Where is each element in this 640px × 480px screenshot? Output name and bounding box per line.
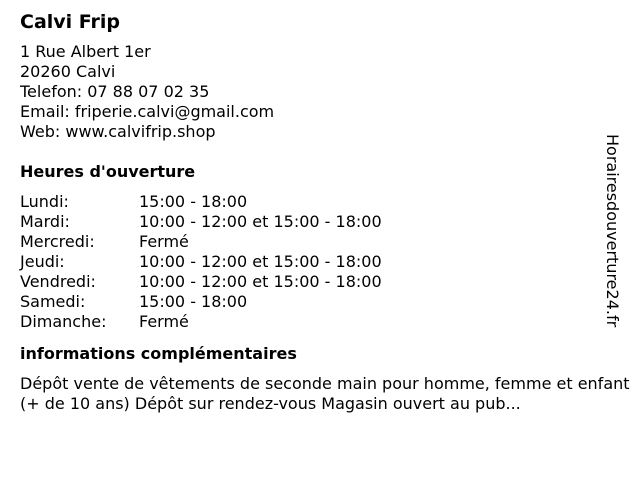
time-value: 10:00 - 12:00 et 15:00 - 18:00 (139, 212, 382, 231)
business-name: Calvi Frip (20, 11, 121, 33)
hours-row-wednesday (20, 232, 620, 252)
email-address: Email: friperie.calvi@gmail.com (20, 102, 275, 121)
phone-number: Telefon: 07 88 07 02 35 (20, 82, 210, 101)
day-label: Dimanche: (20, 312, 107, 331)
address-city: 20260 Calvi (20, 62, 116, 81)
day-label: Mardi: (20, 212, 70, 231)
hours-row-saturday (20, 292, 620, 312)
day-label: Lundi: (20, 192, 69, 211)
address-street: 1 Rue Albert 1er (20, 42, 151, 61)
day-label: Vendredi: (20, 272, 96, 291)
day-label: Samedi: (20, 292, 86, 311)
time-value: 15:00 - 18:00 (139, 292, 248, 311)
business-card (20, 10, 630, 414)
time-value: 15:00 - 18:00 (139, 192, 248, 211)
contact-block (20, 42, 620, 142)
day-label: Mercredi: (20, 232, 95, 251)
time-value: 10:00 - 12:00 et 15:00 - 18:00 (139, 252, 382, 271)
day-label: Jeudi: (20, 252, 65, 271)
opening-hours-heading: Heures d'ouverture (20, 162, 196, 181)
time-value: 10:00 - 12:00 et 15:00 - 18:00 (139, 272, 382, 291)
hours-row-monday (20, 192, 620, 212)
additional-info-heading: informations complémentaires (20, 344, 297, 363)
hours-row-thursday (20, 252, 620, 272)
time-value: Fermé (139, 232, 189, 251)
additional-info-text: Dépôt vente de vêtements de seconde main pour homme, femme et enfant (+ de 10 ans) Dépôt sur rendez-vous Magasin ouvert au pub... (20, 374, 630, 413)
opening-hours-list (20, 192, 620, 332)
hours-row-friday (20, 272, 620, 292)
site-watermark: Horairesdouverture24.fr (603, 134, 622, 328)
hours-row-sunday (20, 312, 620, 332)
hours-row-tuesday (20, 212, 620, 232)
website-address: Web: www.calvifrip.shop (20, 122, 216, 141)
time-value: Fermé (139, 312, 189, 331)
